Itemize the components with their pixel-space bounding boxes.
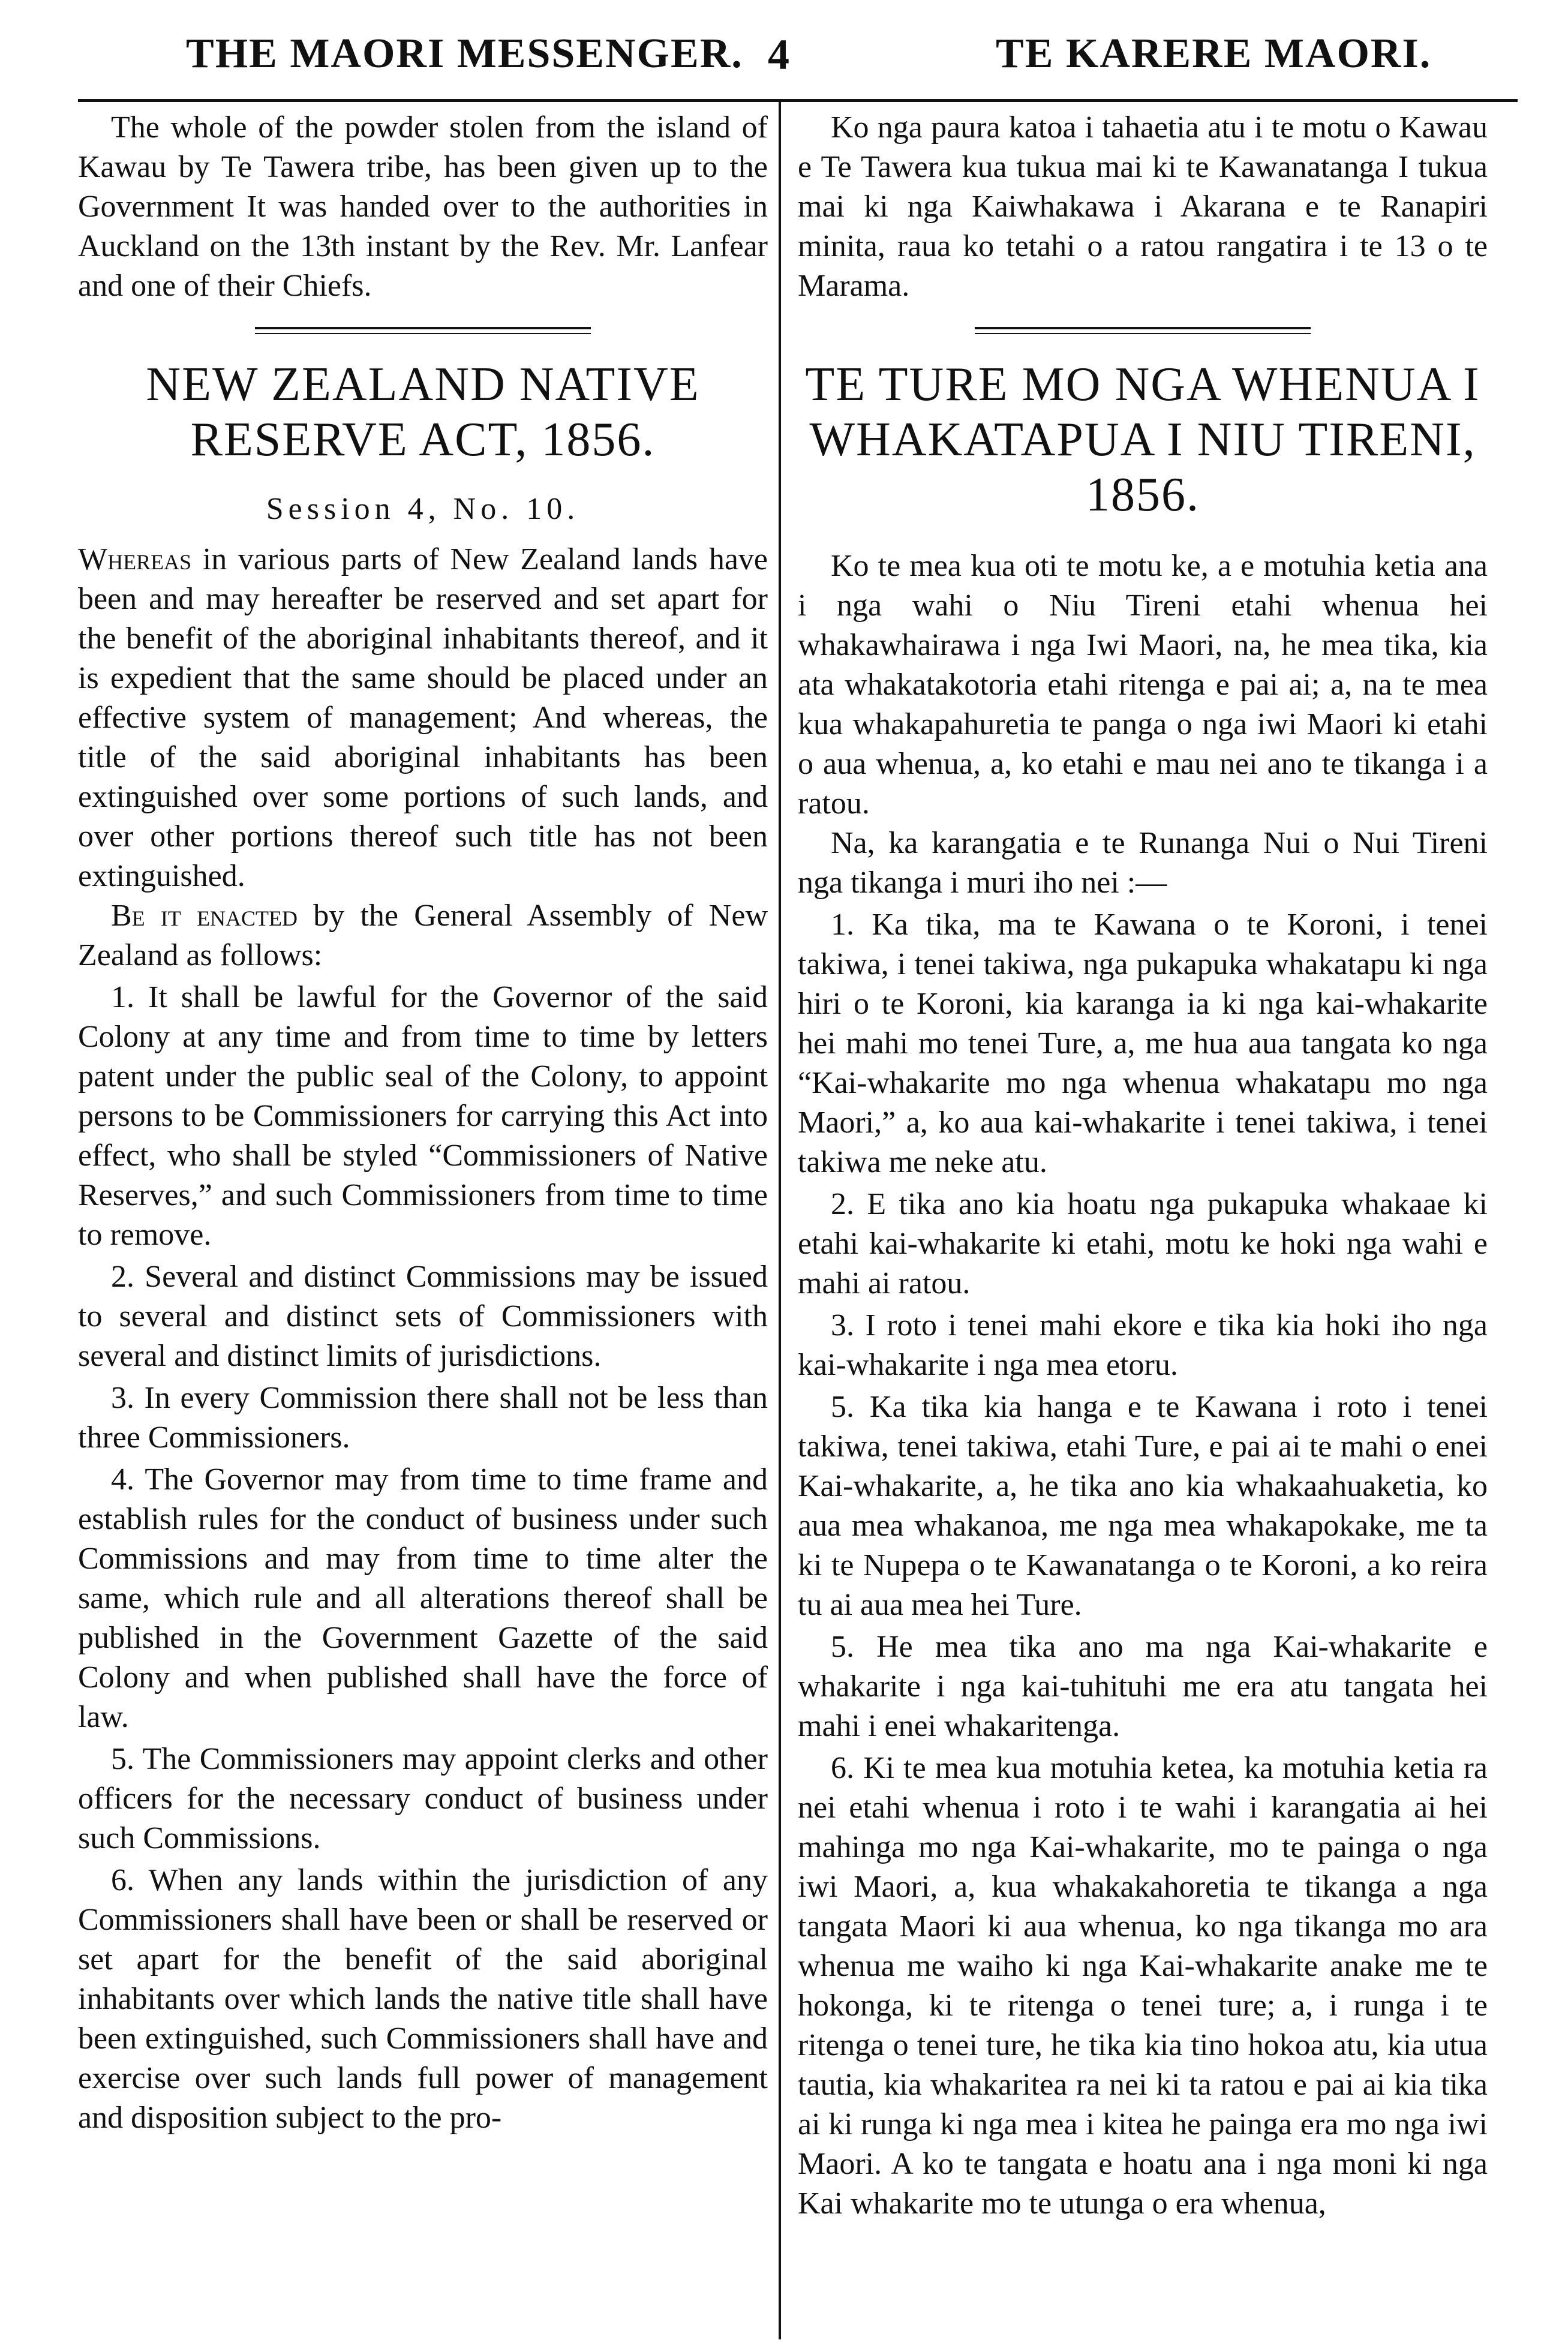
section-divider	[255, 327, 591, 334]
page-number: 4	[768, 31, 789, 79]
section-5: 5. The Commissioners may appoint clerks and other officers for the necessary conduct of business under such Commissions.	[78, 1742, 768, 1855]
column-divider	[779, 102, 781, 2339]
preamble-text: in various parts of New Zealand lands have been and may hereafter be reserved and set apart for the benefit of the aboriginal inhabitants thereof, and it is expedient that the same should be placed under an effective system of management; And whereas, the title of the said aboriginal inhabitants has been extinguished over some portions of such lands, and over other portions thereof such title has not been extinguished.	[78, 542, 768, 893]
section-1: 1. It shall be lawful for the Governor of the said Colony at any time and from time to time by letters patent under the public seal of the Colony, to appoint persons to be Commissioners for carrying this Act into effect, who shall be styled “Commissioners of Native Reserves,” and such Commissioners from time to time to remove.	[78, 980, 768, 1252]
powder-notice: The whole of the powder stolen from the island of Kawau by Te Tawera tribe, has been given up to the Government It was handed over to the authorities in Auckland on the 13th instant by the Rev. Mr. Lanfear and one of their Chiefs.	[78, 110, 768, 303]
section-3-maori: 3. I roto i tenei mahi ekore e tika kia hoki iho nga kai-whakarite i nga mea etoru.	[798, 1308, 1488, 1382]
section-6-maori: 6. Ki te mea kua motuhia ketea, ka motuhia ketia ra nei etahi whenua i roto i te wahi i karangatia ai hei mahinga mo nga Kai-whakarite, mo te painga o nga iwi Maori, a, kua whakakahoretia te tikanga a nga tangata Maori ki aua whenua, ko nga tikanga mo ara whenua me waiho ki nga Kai-whakarite anake me te hokonga, ki te ritenga o tenei ture; a, i runga i te ritenga o tenei ture, he tika kia tino hokoa atu, kia utua tautia, kia whakaritea ra nei ki ta ratou e pai ai kia tika ai ki runga ki nga mea i kitea he painga era mo nga iwi Maori. A ko te tangata e hoatu ana i nga moni ki nga Kai whakarite mo te utunga o era whenua,	[798, 1751, 1488, 2221]
section-3: 3. In every Commission there shall not be less than three Commissioners.	[78, 1381, 768, 1455]
act-preamble-maori: Ko te mea kua oti te motu ke, a e motuhia ketia ana i nga wahi o Niu Tireni etahi whenua hei whakawhairawa i nga Iwi Maori, na, he mea tika, kia ata whakatakotoria etahi ritenga e pai ai; a, na te mea kua whakapahuretia te panga o nga iwi Maori ki etahi o aua whenua, a, ko etahi e mau nei ano te tikanga i a ratou.	[798, 549, 1488, 821]
section-divider	[975, 327, 1311, 334]
session-line: Session 4, No. 10.	[266, 492, 580, 526]
section-6: 6. When any lands within the jurisdiction of any Commissioners shall have been or shall be reserved or set apart for the benefit of the said aboriginal inhabitants over which lands the native title shall have been extinguished, such Commissioners shall have and exercise over such lands full power of management and disposition subject to the pro-	[78, 1863, 768, 2135]
english-column	[78, 108, 768, 2138]
section-4: 4. The Governor may from time to time frame and establish rules for the conduct of business under such Commissions and may from time to time alter the same, which rule and all alterations thereof shall be published in the Government Gazette of the said Colony and when published shall have the force of law.	[78, 1462, 768, 1734]
section-4-maori: 5. Ka tika kia hanga e te Kawana i roto i tenei takiwa, tenei takiwa, etahi Ture, e pai ai te mahi o enei Kai-whakarite, a, he tika ano kia whakaahuaketia, ko aua mea whakanoa, me nga mea whakapokake, me ta ki te Nupepa o te Kawanatanga o te Koroni, a ko reira tu ai aua mea hei Ture.	[798, 1390, 1488, 1622]
powder-notice-maori: Ko nga paura katoa i tahaetia atu i te motu o Kawau e Te Tawera kua tukua mai ki te Kawanatanga I tukua mai ki nga Kaiwhakawa i Akarana e te Ranapiri minita, raua ko tetahi o a ratou rangatira i te 13 o te Marama.	[798, 110, 1488, 303]
enact-lead: Be it enacted	[111, 899, 298, 933]
header-maori-title: TE KARERE MAORI.	[996, 31, 1432, 77]
section-2-maori: 2. E tika ano kia hoatu nga pukapuka whakaae ki etahi kai-whakarite ki etahi, motu ke hoki nga wahi e mahi ai ratou.	[798, 1187, 1488, 1300]
act-title-maori: TE TURE MO NGA WHENUA I WHAKATAPUA I NIU TIRENI, 1856.	[805, 358, 1480, 521]
header-english-title: THE MAORI MESSENGER.	[186, 31, 743, 77]
maori-column	[798, 108, 1488, 2224]
enacting-clause-maori: Na, ka karangatia e te Runanga Nui o Nui Tireni nga tikanga i muri iho nei :—	[798, 826, 1488, 900]
preamble-lead: Whereas	[78, 542, 192, 576]
enacting-clause	[78, 896, 768, 975]
enact-text: by the General Assembly of New Zealand as follows:	[78, 899, 768, 972]
section-2: 2. Several and distinct Commissions may be issued to several and distinct sets of Commissioners with several and distinct limits of jurisdictions.	[78, 1260, 768, 1373]
act-title: NEW ZEALAND NATIVE RESERVE ACT, 1856.	[146, 358, 700, 466]
header-rule	[78, 99, 1518, 102]
section-1-maori: 1. Ka tika, ma te Kawana o te Koroni, i tenei takiwa, i tenei takiwa, nga pukapuka whakatapu ki nga hiri o te Koroni, kia karanga ia ki nga kai-whakarite hei mahi mo tenei Ture, a, me hua aua tangata ko nga “Kai-whakarite mo nga whenua whakatapu mo nga Maori,” a, ko aua kai-whakarite i tenei takiwa, i tenei takiwa me neke atu.	[798, 908, 1488, 1179]
running-header	[0, 18, 1568, 84]
act-preamble	[78, 540, 768, 896]
section-5-maori: 5. He mea tika ano ma nga Kai-whakarite e whakarite i nga kai-tuhituhi me era atu tangata hei mahi i enei whakaritenga.	[798, 1630, 1488, 1743]
